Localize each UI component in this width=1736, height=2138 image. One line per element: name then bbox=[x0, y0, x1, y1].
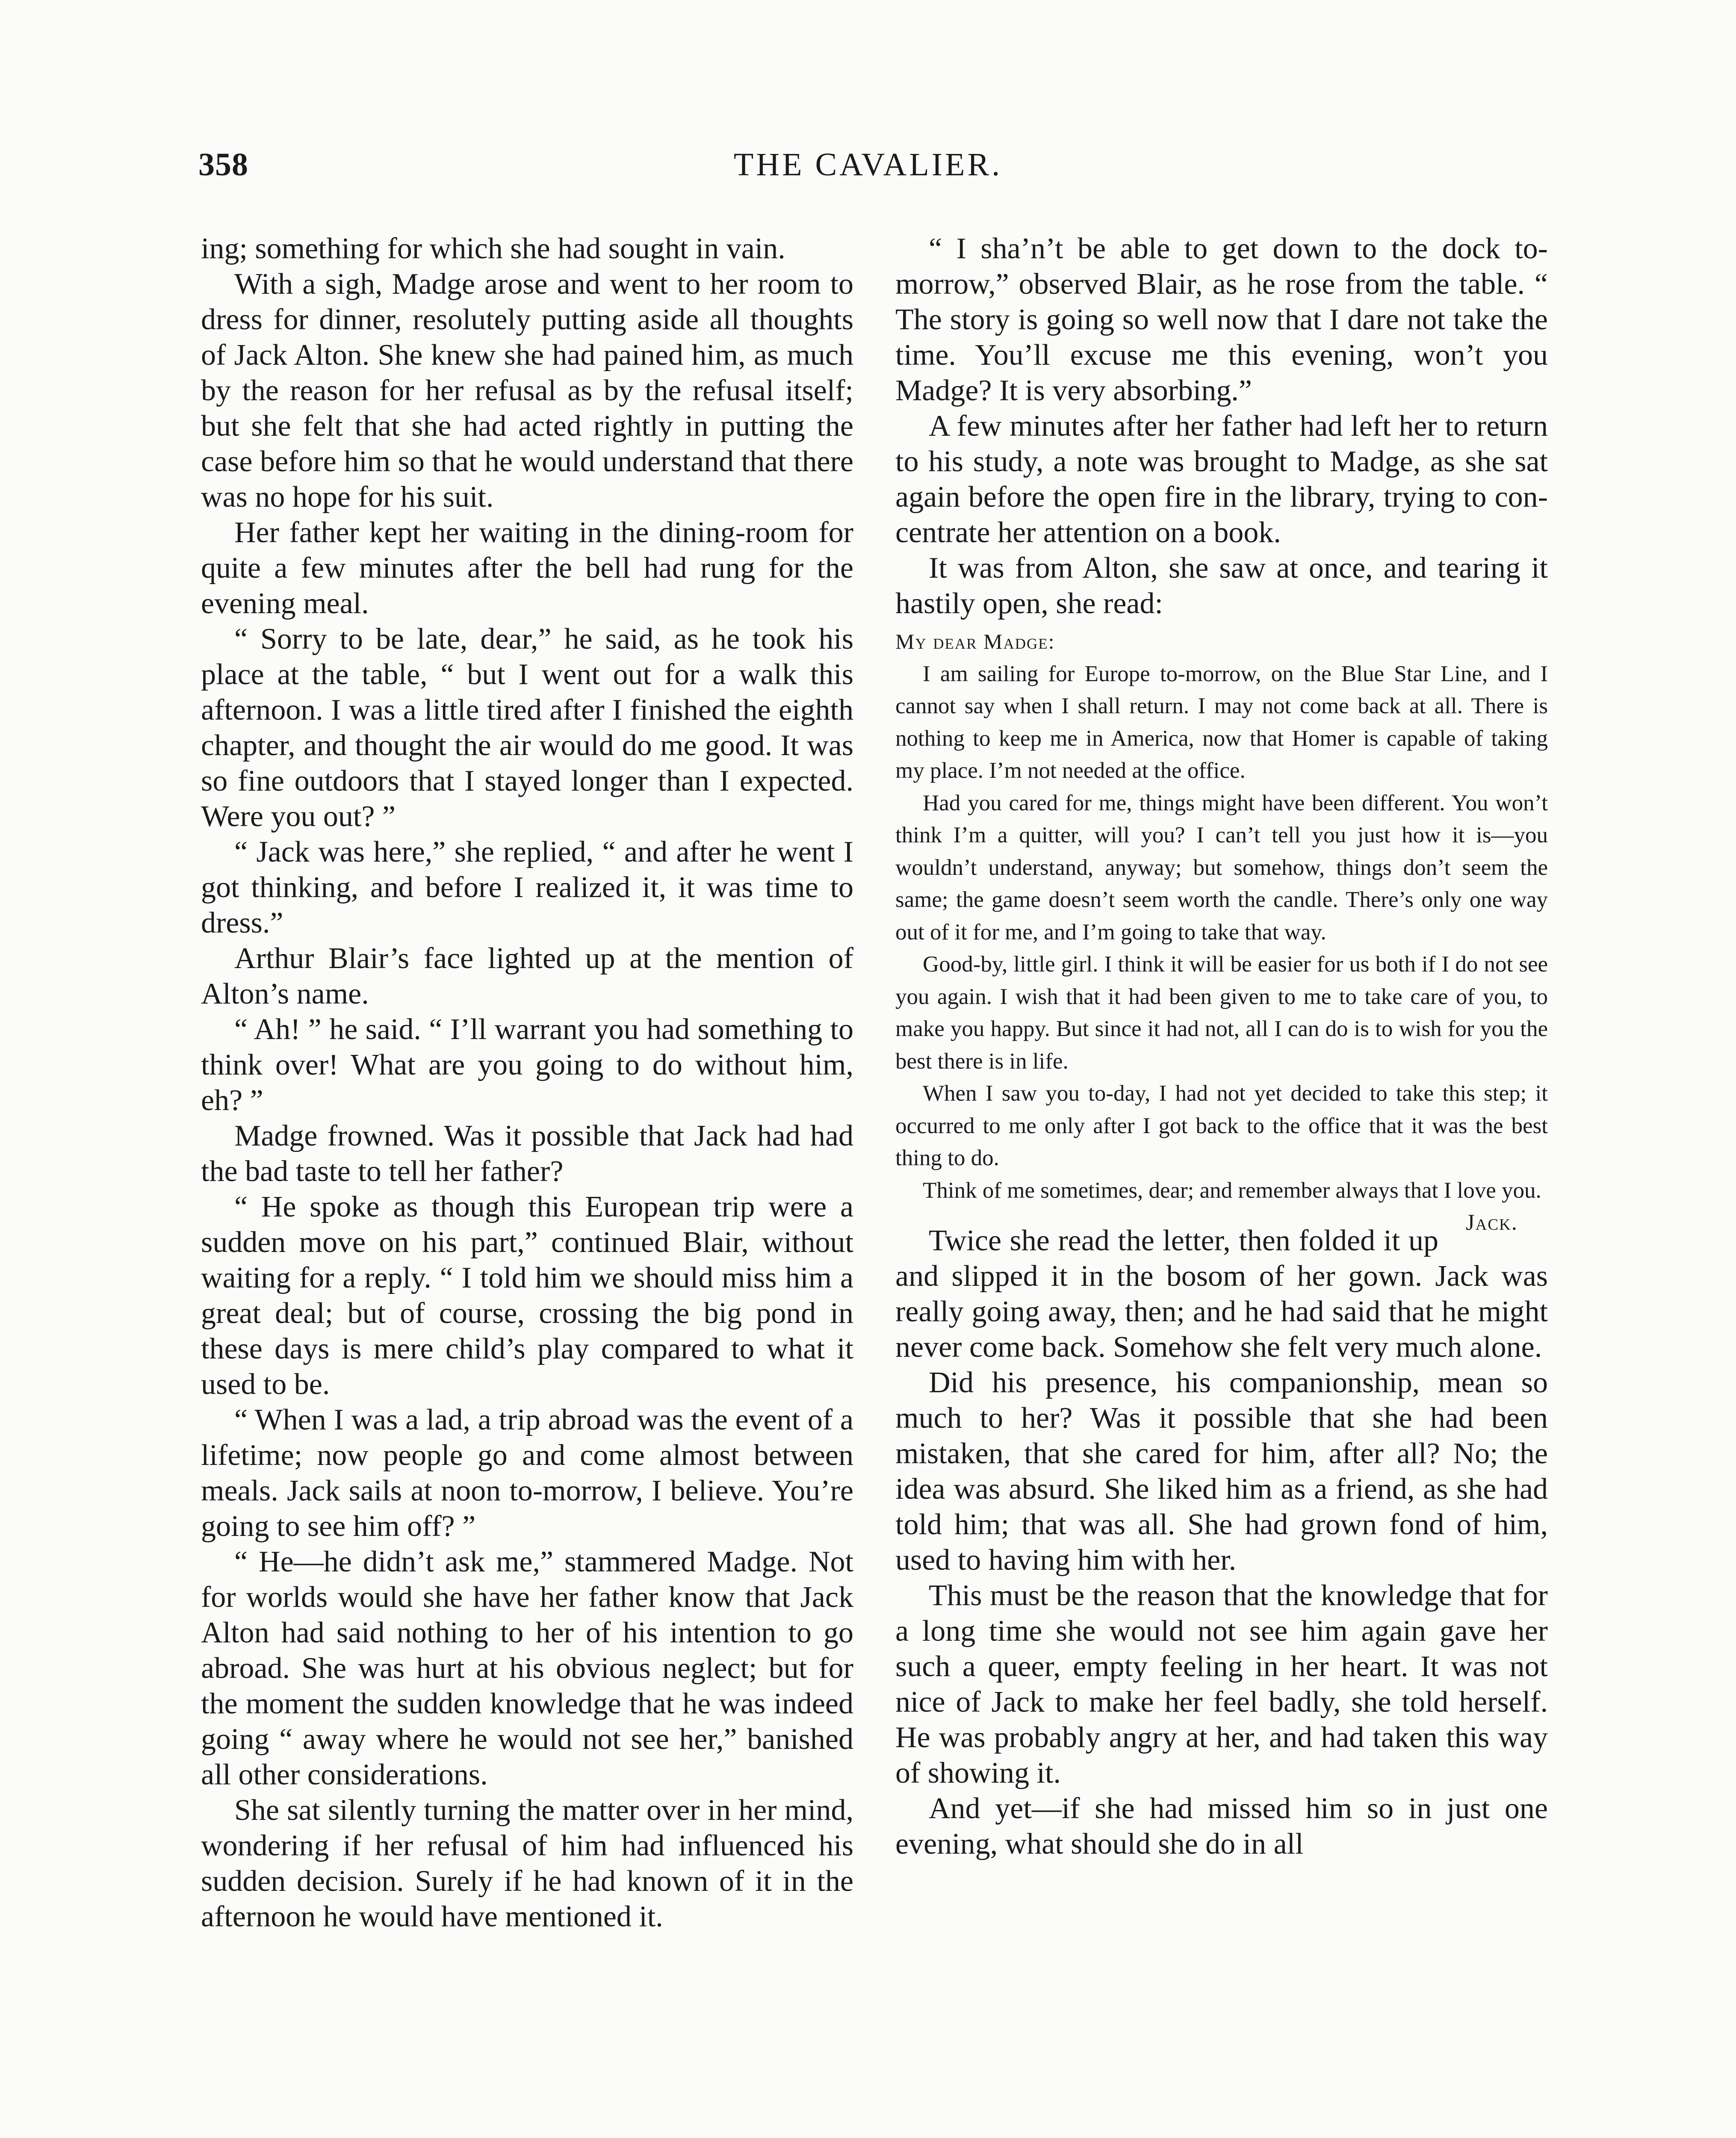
paragraph: “ He spoke as though this European trip were a sudden move on his part,” continued Blair, without waiting for a reply. “ I told him we should miss him a great deal; but of course, crossing the big pond in these days is mere child’s play compared to what it used to be. bbox=[201, 1190, 853, 1401]
paragraph: “ Sorry to be late, dear,” he said, as he took his place at the table, “ but I went out for a walk this afternoon. I was a little tired after I finished the eighth chapter, and thought the air would do me good. It was so fine outdoors that I stayed longer than I expected. Were you out? ” bbox=[201, 623, 853, 833]
letter-closing bbox=[895, 1175, 1548, 1235]
letter-paragraph: I am sailing for Europe to-morrow, on the Blue Star Line, and I cannot say when I shall return. I may not come back at all. There is nothing to keep me in America, now that Homer is capable of taking my place. I’m not needed at the office. bbox=[895, 661, 1548, 783]
paragraph: Twice she read the letter, then folded it up and slipped it in the bosom of her gown. Jack was really going away, then; and he had said that he might never come back. Somehow she felt very much alone. bbox=[895, 1224, 1548, 1364]
letter-closing-text: Think of me sometimes, dear; and remember always that I love you. bbox=[923, 1178, 1541, 1203]
paragraph: “ When I was a lad, a trip abroad was the event of a lifetime; now people go and come almost between meals. Jack sails at noon to-morrow, I believe. You’re going to see him off? ” bbox=[201, 1403, 853, 1543]
paragraph: And yet—if she had missed him so in just one evening, what should she do in all bbox=[895, 1792, 1548, 1860]
paragraph: “ Ah! ” he said. “ I’ll warrant you had something to think over! What are you going to do without him, eh? ” bbox=[201, 1013, 853, 1117]
paragraph: Madge frowned. Was it possible that Jack had had the bad taste to tell her father? bbox=[201, 1119, 853, 1188]
paragraph: She sat silently turning the matter over in her mind, wondering if her refusal of him had influenced his sudden decision. Surely if he had known of it in the afternoon he would have mentioned it. bbox=[201, 1794, 853, 1933]
paragraph: “ Jack was here,” she replied, “ and after he went I got thinking, and before I realized it, it was time to dress.” bbox=[201, 836, 853, 939]
paragraph: With a sigh, Madge arose and went to her room to dress for dinner, resolutely putting aside all thoughts of Jack Alton. She knew she had pained him, as much by the reason for her refusal as by the refusal itself; but she felt that she had acted rightly in putting the case before him so that he would understand that there was no hope for his suit. bbox=[201, 268, 853, 514]
paragraph: ing; something for which she had sought in vain. bbox=[201, 232, 785, 265]
letter-paragraph: Had you cared for me, things might have been different. You won’t think I’m a quitter, will you? I can’t tell you just how it is—you wouldn’t understand, anyway; but somehow, things don’t seem the same; the game doesn’t seem worth the candle. There’s only one way out of it for me, and I’m going to take that way. bbox=[895, 790, 1548, 945]
letter-salutation: My dear Madge: bbox=[895, 629, 1055, 653]
paragraph: Her father kept her waiting in the dining-room for quite a few minutes after the bell had rung for the evening meal. bbox=[201, 516, 853, 620]
paragraph: Did his presence, his companionship, mean so much to her? Was it possible that she had been mistaken, that she cared for him, after all? No; the idea was absurd. She liked him as a friend, as she had told him; that was all. She had grown fond of him, used to having him with her. bbox=[895, 1366, 1548, 1577]
running-head: THE CAVALIER. bbox=[733, 147, 1003, 183]
paragraph: “ He—he didn’t ask me,” stammered Madge. Not for worlds would she have her father know that Jack Alton had said nothing to her of his intention to go abroad. She was hurt at his obvious neglect; but for the moment the sudden knowledge that he was indeed going “ away where he would not see her,” banished all other considerations. bbox=[201, 1545, 853, 1791]
paragraph: It was from Alton, she saw at once, and tearing it hastily open, she read: bbox=[895, 552, 1548, 620]
left-column bbox=[201, 231, 853, 1934]
letter-signature: Jack. bbox=[1466, 1210, 1518, 1235]
paragraph: This must be the reason that the knowledge that for a long time she would not see him again gave her such a queer, empty feeling in her heart. It was not nice of Jack to make her feel badly, she told herself. He was probably angry at her, and had taken this way of showing it. bbox=[895, 1579, 1548, 1790]
right-column bbox=[895, 231, 1548, 1862]
letter-block bbox=[895, 626, 1548, 1235]
letter-paragraph: When I saw you to-day, I had not yet decided to take this step; it occurred to me only after I got back to the office that it was the best thing to do. bbox=[895, 1081, 1548, 1170]
letter-paragraph: Good-by, little girl. I think it will be easier for us both if I do not see you again. I wish that it had been given to me to take care of you, to make you happy. But since it had not, all I can do is to wish for you the best there is in life. bbox=[895, 952, 1548, 1074]
paragraph: Arthur Blair’s face lighted up at the mention of Alton’s name. bbox=[201, 942, 853, 1010]
page-number: 358 bbox=[198, 147, 248, 183]
paragraph: “ I sha’n’t be able to get down to the dock to-morrow,” observed Blair, as he rose from the table. “ The story is going so well now that I dare not take the time. You’ll excuse me this evening, won’t you Madge? It is very absorbing.” bbox=[895, 232, 1548, 407]
paragraph: A few minutes after her father had left her to return to his study, a note was brought to Madge, as she sat again before the open fire in the library, trying to concentrate her attention on a book. bbox=[895, 410, 1548, 549]
